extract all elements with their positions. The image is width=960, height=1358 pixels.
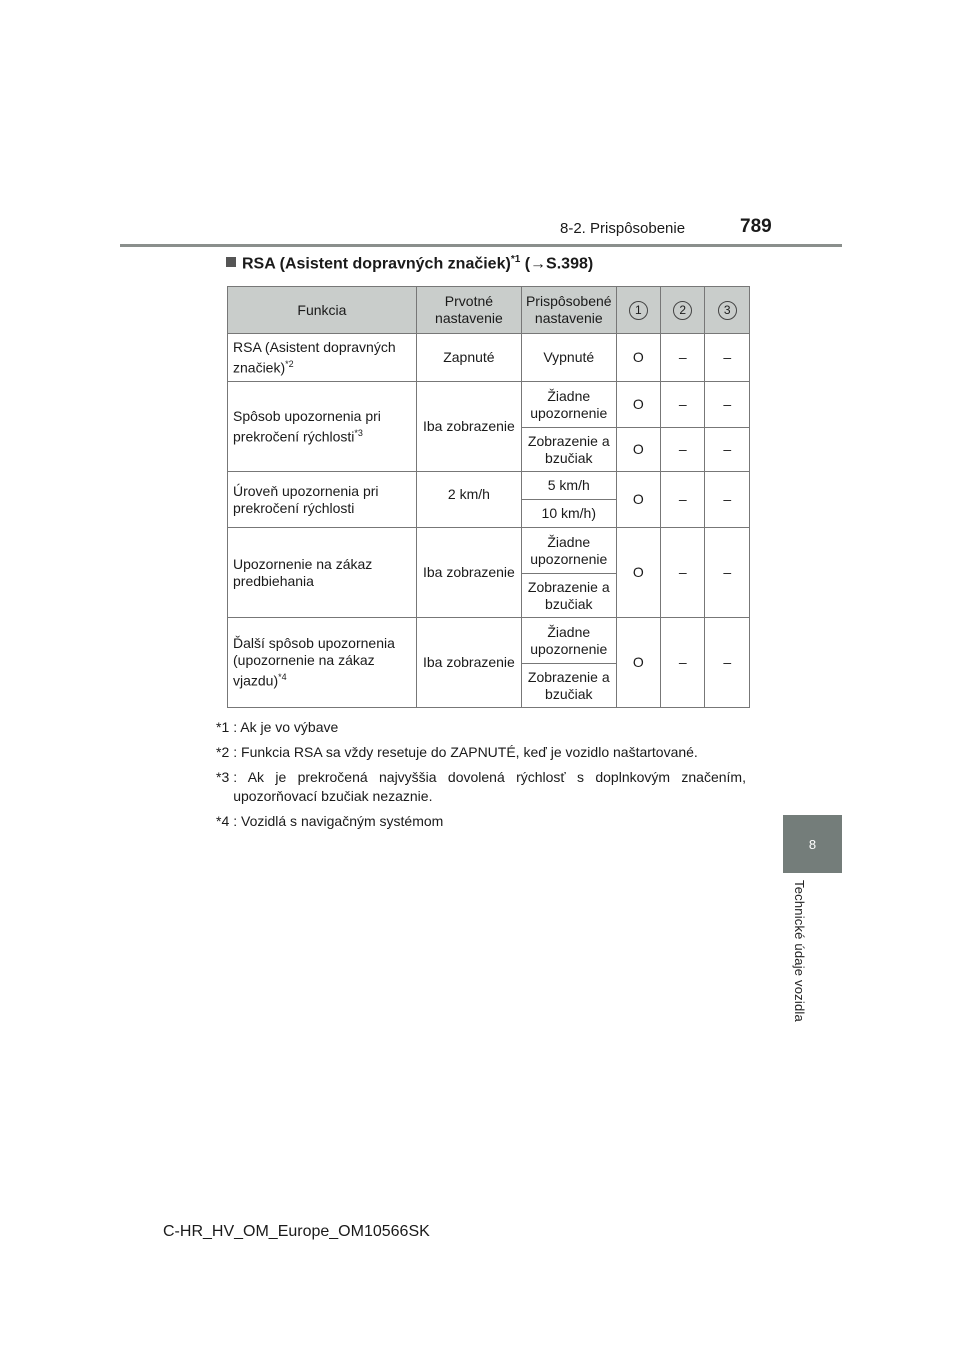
square-bullet-icon bbox=[226, 257, 236, 267]
option-cell: Zobrazenie a bzučiak bbox=[521, 664, 616, 708]
section-title bbox=[226, 254, 593, 273]
footnote-text: : Ak je vo výbave bbox=[233, 719, 339, 735]
col2-cell: – bbox=[661, 528, 705, 618]
table-row bbox=[228, 618, 750, 664]
table-header-row bbox=[228, 287, 750, 334]
function-cell bbox=[228, 618, 417, 708]
default-cell: Iba zobrazenie bbox=[416, 382, 521, 472]
option-cell: Žiadne upozornenie bbox=[521, 528, 616, 574]
header-default: Prvotné nastavenie bbox=[416, 287, 521, 334]
header-section-title: 8-2. Prispôsobenie bbox=[560, 220, 686, 237]
col2-cell: – bbox=[661, 472, 705, 528]
table-row bbox=[228, 472, 750, 500]
header-rule bbox=[120, 244, 842, 247]
default-cell: Iba zobrazenie bbox=[416, 528, 521, 618]
footnote bbox=[216, 743, 746, 762]
col2-cell: – bbox=[661, 382, 705, 428]
col1-cell: O bbox=[616, 334, 660, 382]
col1-cell: O bbox=[616, 382, 660, 428]
col3-cell: – bbox=[705, 528, 750, 618]
col1-cell: O bbox=[616, 472, 660, 528]
header-col-1 bbox=[616, 287, 660, 334]
footnote-text: : Vozidlá s navigačným systémom bbox=[233, 813, 444, 829]
default-cell: Zapnuté bbox=[416, 334, 521, 382]
function-mark: *3 bbox=[354, 427, 363, 438]
function-mark: *2 bbox=[285, 358, 294, 369]
header-custom: Prispôsobené nastavenie bbox=[521, 287, 616, 334]
circled-number-3: 3 bbox=[718, 301, 737, 320]
option-cell: Vypnuté bbox=[521, 334, 616, 382]
function-text: Spôsob upozornenia pri prekročení rýchlosti bbox=[233, 407, 381, 445]
footnote-text: : Funkcia RSA sa vždy resetuje do ZAPNUTÉ, keď je vozidlo naštartované. bbox=[233, 744, 698, 760]
document-code: C-HR_HV_OM_Europe_OM10566SK bbox=[163, 1223, 430, 1240]
footnote-mark: *2 bbox=[216, 744, 230, 760]
table-row bbox=[228, 528, 750, 574]
chapter-tab bbox=[783, 815, 842, 873]
col1-cell: O bbox=[616, 428, 660, 472]
option-cell: Žiadne upozornenie bbox=[521, 618, 616, 664]
header-function: Funkcia bbox=[228, 287, 417, 334]
option-cell: Zobrazenie a bzučiak bbox=[521, 574, 616, 618]
col2-cell: – bbox=[661, 428, 705, 472]
col2-cell: – bbox=[661, 618, 705, 708]
section-title-ref: (→S.398) bbox=[524, 255, 594, 273]
function-cell bbox=[228, 382, 417, 472]
function-cell bbox=[228, 528, 417, 618]
circled-number-2: 2 bbox=[673, 301, 692, 320]
footnote-mark: *4 bbox=[216, 813, 230, 829]
settings-table bbox=[227, 286, 750, 708]
default-cell: 2 km/h bbox=[416, 472, 521, 528]
option-cell: Žiadne upozornenie bbox=[521, 382, 616, 428]
footnote-mark: *3 bbox=[216, 769, 230, 785]
col3-cell: – bbox=[705, 618, 750, 708]
page-number: 789 bbox=[740, 216, 772, 237]
option-cell: 10 km/h) bbox=[521, 500, 616, 528]
footnote-mark: *1 bbox=[216, 719, 230, 735]
footnote-text: : Ak je prekročená najvyššia dovolená rýchlosť s doplnkovým značením, upozorňovací bzučiak nezaznie. bbox=[233, 769, 746, 804]
col2-cell: – bbox=[661, 334, 705, 382]
chapter-label: Technické údaje vozidla bbox=[792, 880, 807, 1022]
footnote bbox=[216, 812, 746, 831]
section-title-mark: *1 bbox=[510, 254, 521, 265]
col1-cell: O bbox=[616, 528, 660, 618]
col3-cell: – bbox=[705, 382, 750, 428]
footnotes bbox=[216, 718, 746, 837]
option-cell: Zobrazenie a bzučiak bbox=[521, 428, 616, 472]
col3-cell: – bbox=[705, 334, 750, 382]
col1-cell: O bbox=[616, 618, 660, 708]
footnote bbox=[216, 768, 746, 806]
col3-cell: – bbox=[705, 472, 750, 528]
section-title-text: RSA (Asistent dopravných značiek) bbox=[242, 255, 511, 273]
function-cell bbox=[228, 472, 417, 528]
header-col-2 bbox=[661, 287, 705, 334]
circled-number-1: 1 bbox=[629, 301, 648, 320]
function-text: Ďalší spôsob upozornenia (upozornenie na zákaz vjazdu) bbox=[233, 635, 395, 689]
header-col-3 bbox=[705, 287, 750, 334]
default-cell: Iba zobrazenie bbox=[416, 618, 521, 708]
option-cell: 5 km/h bbox=[521, 472, 616, 500]
footnote bbox=[216, 718, 746, 737]
function-text: RSA (Asistent dopravných značiek) bbox=[233, 338, 396, 376]
col3-cell: – bbox=[705, 428, 750, 472]
table-row bbox=[228, 382, 750, 428]
table-row bbox=[228, 334, 750, 382]
function-mark: *4 bbox=[278, 672, 287, 683]
chapter-number: 8 bbox=[808, 836, 817, 852]
function-cell bbox=[228, 334, 417, 382]
function-text: Upozornenie na zákaz predbiehania bbox=[233, 555, 373, 589]
function-text: Úroveň upozornenia pri prekročení rýchlosti bbox=[233, 482, 379, 516]
